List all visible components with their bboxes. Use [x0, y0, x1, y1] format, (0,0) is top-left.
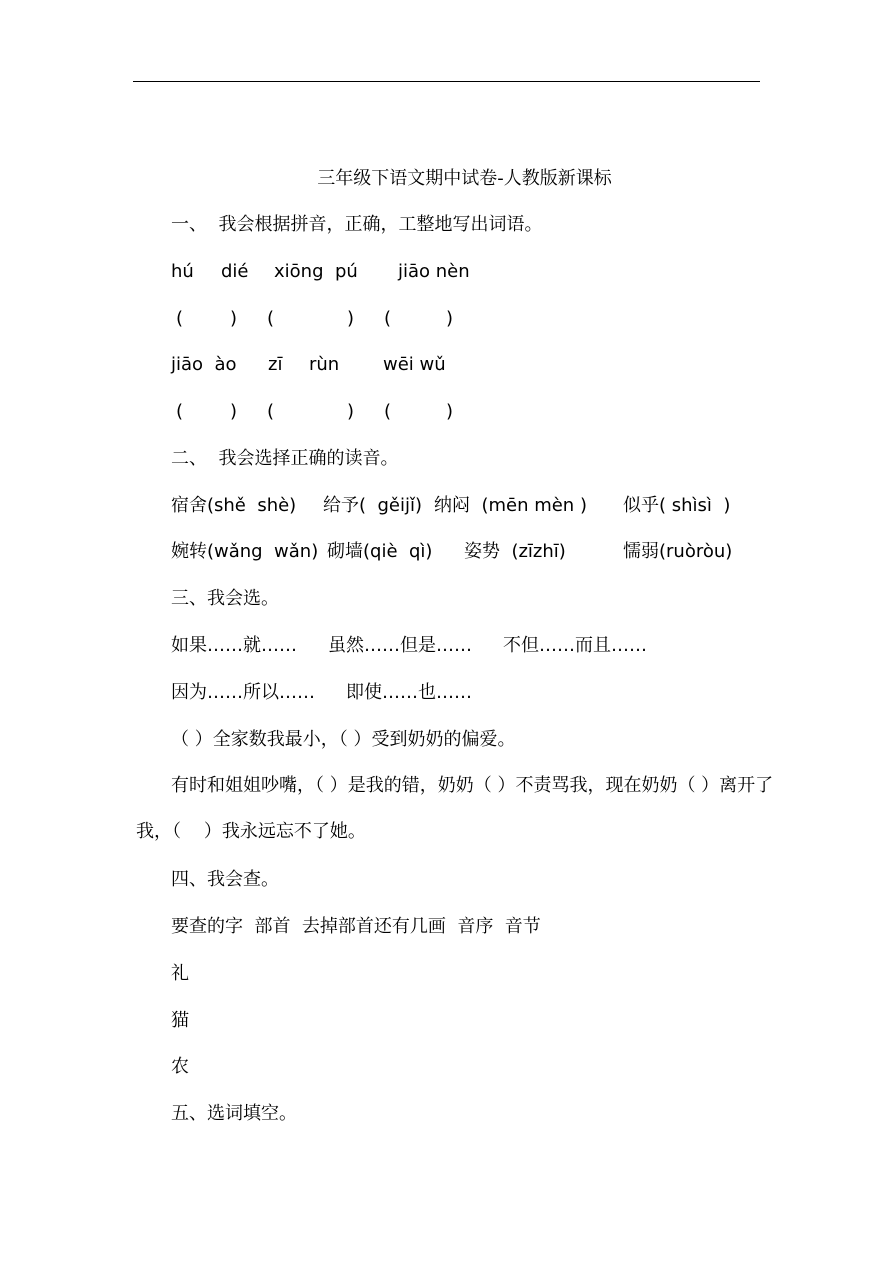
- blank-close: ): [230, 401, 238, 422]
- section1-heading: 一、 我会根据拼音，正确，工整地写出词语。: [171, 214, 543, 235]
- blank-close: ): [347, 401, 355, 422]
- lookup-char: 农: [171, 1056, 189, 1077]
- reading-item: 懦弱(ruòròu): [623, 541, 733, 562]
- reading-item: 婉转(wǎng wǎn): [171, 541, 319, 562]
- pinyin-2-4: wēi wǔ: [383, 354, 446, 375]
- pinyin-2-1: jiāo ào: [171, 354, 237, 375]
- conjunction-option: 虽然……但是……: [328, 635, 472, 656]
- section5-heading: 五、选词填空。: [171, 1103, 297, 1124]
- lookup-char: 礼: [171, 963, 189, 984]
- fill-sentence-2-cont: 我，（ ）我永远忘不了她。: [136, 821, 366, 842]
- blank-close: ): [347, 308, 355, 329]
- lookup-columns: 要查的字 部首 去掉部首还有几画 音序 音节: [171, 916, 541, 937]
- pinyin-1-4: jiāo nèn: [398, 261, 470, 282]
- reading-item: 似乎( shìsì ): [623, 495, 731, 516]
- blank-open: (: [267, 401, 275, 422]
- conjunction-option: 即使……也……: [346, 682, 472, 703]
- section2-heading: 二、 我会选择正确的读音。: [171, 448, 399, 469]
- page-title: 三年级下语文期中试卷-人教版新课标: [317, 168, 612, 189]
- lookup-char: 猫: [171, 1010, 189, 1031]
- conjunction-option: 不但……而且……: [503, 635, 647, 656]
- pinyin-1-3: xiōng pú: [274, 261, 358, 282]
- pinyin-1-2: dié: [221, 261, 249, 282]
- blank-close: ): [446, 401, 454, 422]
- conjunction-option: 因为……所以……: [171, 682, 315, 703]
- header-rule: [133, 81, 760, 82]
- conjunction-option: 如果……就……: [171, 635, 297, 656]
- fill-sentence-1: （ ）全家数我最小，（ ）受到奶奶的偏爱。: [171, 729, 516, 750]
- reading-item: 宿舍(shě shè): [171, 495, 297, 516]
- pinyin-1-1: hú: [171, 261, 194, 282]
- blank-open: (: [384, 308, 392, 329]
- blank-open: (: [384, 401, 392, 422]
- pinyin-2-2: zī: [268, 354, 283, 375]
- blank-open: (: [176, 308, 184, 329]
- blank-open: (: [176, 401, 184, 422]
- reading-item: 给予( gěijǐ): [323, 495, 422, 516]
- blank-close: ): [446, 308, 454, 329]
- blank-open: (: [267, 308, 275, 329]
- section4-heading: 四、我会查。: [171, 869, 279, 890]
- reading-item: 纳闷 (mēn mèn ): [434, 495, 587, 516]
- section3-heading: 三、我会选。: [171, 588, 279, 609]
- blank-close: ): [230, 308, 238, 329]
- fill-sentence-2: 有时和姐姐吵嘴，（ ）是我的错，奶奶（ ）不责骂我，现在奶奶（ ）离开了: [171, 775, 774, 796]
- reading-item: 砌墙(qiè qì): [327, 541, 433, 562]
- pinyin-2-3: rùn: [309, 354, 340, 375]
- reading-item: 姿势 (zīzhī): [464, 541, 566, 562]
